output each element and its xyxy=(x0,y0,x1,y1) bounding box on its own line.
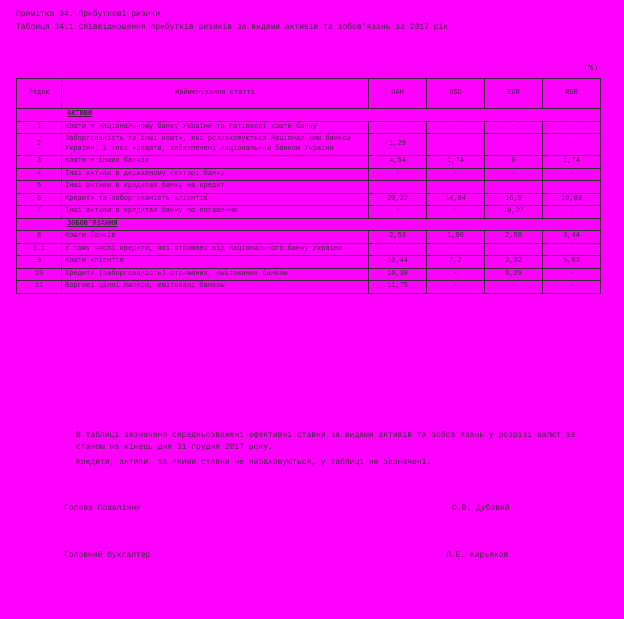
cell-usd: - xyxy=(427,281,485,294)
cell-eur: 10,27 xyxy=(485,206,543,219)
row-name: Заборгованість та інші кошти, які розраховуються Національним банком України, і інші кредити, забезпечені Національним банком України xyxy=(62,134,369,156)
cell-uah: - xyxy=(369,121,427,134)
row-name: У тому числі кредити, які отримані від Національного банку України xyxy=(62,243,369,256)
cell-rub: - xyxy=(543,168,601,181)
cell-usd: - xyxy=(427,243,485,256)
chair-name: О.В. Дубовий xyxy=(452,504,510,513)
footnote-rates: В таблиці зазначено середньозважені ефективні ставки за видами активів та зобов'язань у розрізі валют за станом на кінець дня 31 грудня 2017 року. xyxy=(76,431,576,452)
cell-usd: - xyxy=(427,206,485,219)
cell-usd: 14,84 xyxy=(427,193,485,206)
row-number: 6 xyxy=(17,193,62,206)
col-row-header: Рядок xyxy=(17,79,62,109)
table-row xyxy=(17,181,601,194)
row-name: Боргові цінні папери, емітовані банком xyxy=(62,281,369,294)
row-number: 2 xyxy=(17,134,62,156)
table-row xyxy=(17,168,601,181)
row-name: Кредити (заборгованість) отриманих, емітованих банком xyxy=(62,268,369,281)
accountant-title: Головний бухгалтер xyxy=(64,551,151,560)
cell-rub: - xyxy=(543,281,601,294)
section-row xyxy=(17,218,601,231)
table-row xyxy=(17,268,601,281)
table-row xyxy=(17,156,601,169)
row-name: Кошти в інших банках xyxy=(62,156,369,169)
cell-usd: 1,74 xyxy=(427,156,485,169)
row-name: Кошти в Національному банку України та готівкові кошти банку xyxy=(62,121,369,134)
row-number: 7 xyxy=(17,206,62,219)
rates-table xyxy=(16,78,601,294)
cell-eur: - xyxy=(485,243,543,256)
table-row xyxy=(17,256,601,269)
col-usd-header: USD xyxy=(427,79,485,109)
row-number: 11 xyxy=(17,281,62,294)
cell-uah: 2,53 xyxy=(369,231,427,244)
col-uah-header: UAH xyxy=(369,79,427,109)
cell-uah: - xyxy=(369,206,427,219)
cell-usd: 1,96 xyxy=(427,231,485,244)
row-number: 10 xyxy=(17,268,62,281)
cell-uah xyxy=(369,181,427,194)
cell-eur: 16,9 xyxy=(485,193,543,206)
table-row xyxy=(17,193,601,206)
row-number: 5 xyxy=(17,181,62,194)
footnote-excluded: Кредити, активи, за якими ставки не нараховуються, у таблиці не зазначені. xyxy=(76,458,432,467)
cell-rub: - xyxy=(543,243,601,256)
cell-rub: - xyxy=(543,206,601,219)
cell-usd: 7,2 xyxy=(427,256,485,269)
cell-usd: - xyxy=(427,168,485,181)
table-body xyxy=(17,109,601,294)
chair-title: Голова Правління xyxy=(64,504,141,513)
cell-eur: 2,58 xyxy=(485,231,543,244)
table-row xyxy=(17,231,601,244)
row-name: Інші активи в державному секторі банку xyxy=(62,168,369,181)
cell-uah: - xyxy=(369,243,427,256)
row-number: 4 xyxy=(17,168,62,181)
section-row xyxy=(17,109,601,122)
row-number: 9 xyxy=(17,256,62,269)
units-label: (%) xyxy=(583,64,598,73)
cell-uah: 4,54 xyxy=(369,156,427,169)
row-name: Кошти банків xyxy=(62,231,369,244)
row-number: 1 xyxy=(17,121,62,134)
row-name: Кредити та заборгованість клієнтів xyxy=(62,193,369,206)
col-name-header: Найменування статті xyxy=(62,79,369,109)
section-title: ЗОБОВ'ЯЗАННЯ xyxy=(17,218,601,231)
table-row xyxy=(17,121,601,134)
cell-eur: 0 xyxy=(485,156,543,169)
cell-rub: - xyxy=(543,268,601,281)
cell-eur: - xyxy=(485,168,543,181)
cell-eur: - xyxy=(485,281,543,294)
accountant-name: Л.Е. Кирьяков xyxy=(446,551,509,560)
cell-uah: 16,38 xyxy=(369,268,427,281)
col-rub-header: RUB xyxy=(543,79,601,109)
cell-rub: 1,74 xyxy=(543,156,601,169)
cell-rub: 19,83 xyxy=(543,193,601,206)
col-eur-header: EUR xyxy=(485,79,543,109)
table-row xyxy=(17,243,601,256)
section-title: АКТИВИ xyxy=(17,109,601,122)
cell-rub: 3,44 xyxy=(543,231,601,244)
cell-rub: 5,63 xyxy=(543,256,601,269)
cell-usd xyxy=(427,181,485,194)
row-number: 3 xyxy=(17,156,62,169)
cell-uah: 10,44 xyxy=(369,256,427,269)
row-name: Інші активи в кредитах банку по погашенню xyxy=(62,206,369,219)
cell-eur: 3,32 xyxy=(485,256,543,269)
cell-eur: - xyxy=(485,134,543,156)
table-row xyxy=(17,281,601,294)
row-number: 8.1 xyxy=(17,243,62,256)
table-header-row xyxy=(17,79,601,109)
row-name: Кошти клієнтів xyxy=(62,256,369,269)
row-number: 8 xyxy=(17,231,62,244)
cell-eur: - xyxy=(485,121,543,134)
note-heading: Примітка 34. Прибуткові ризики xyxy=(16,10,161,19)
cell-eur: 8,29 xyxy=(485,268,543,281)
cell-usd: - xyxy=(427,134,485,156)
cell-rub xyxy=(543,181,601,194)
cell-uah: 1,29 xyxy=(369,134,427,156)
cell-rub: - xyxy=(543,134,601,156)
cell-usd: - xyxy=(427,121,485,134)
cell-uah: 20,22 xyxy=(369,193,427,206)
cell-uah: 11,75 xyxy=(369,281,427,294)
cell-usd: - xyxy=(427,268,485,281)
table-row xyxy=(17,206,601,219)
table-caption: Таблиця 34.1 Співвідношення прибутків ризиків за видами активів та зобов'язань за 2017 рік xyxy=(16,23,449,32)
row-name: Інші активи в кредитах банку на кредит xyxy=(62,181,369,194)
table-row xyxy=(17,134,601,156)
cell-rub: - xyxy=(543,121,601,134)
cell-uah: - xyxy=(369,168,427,181)
cell-eur xyxy=(485,181,543,194)
